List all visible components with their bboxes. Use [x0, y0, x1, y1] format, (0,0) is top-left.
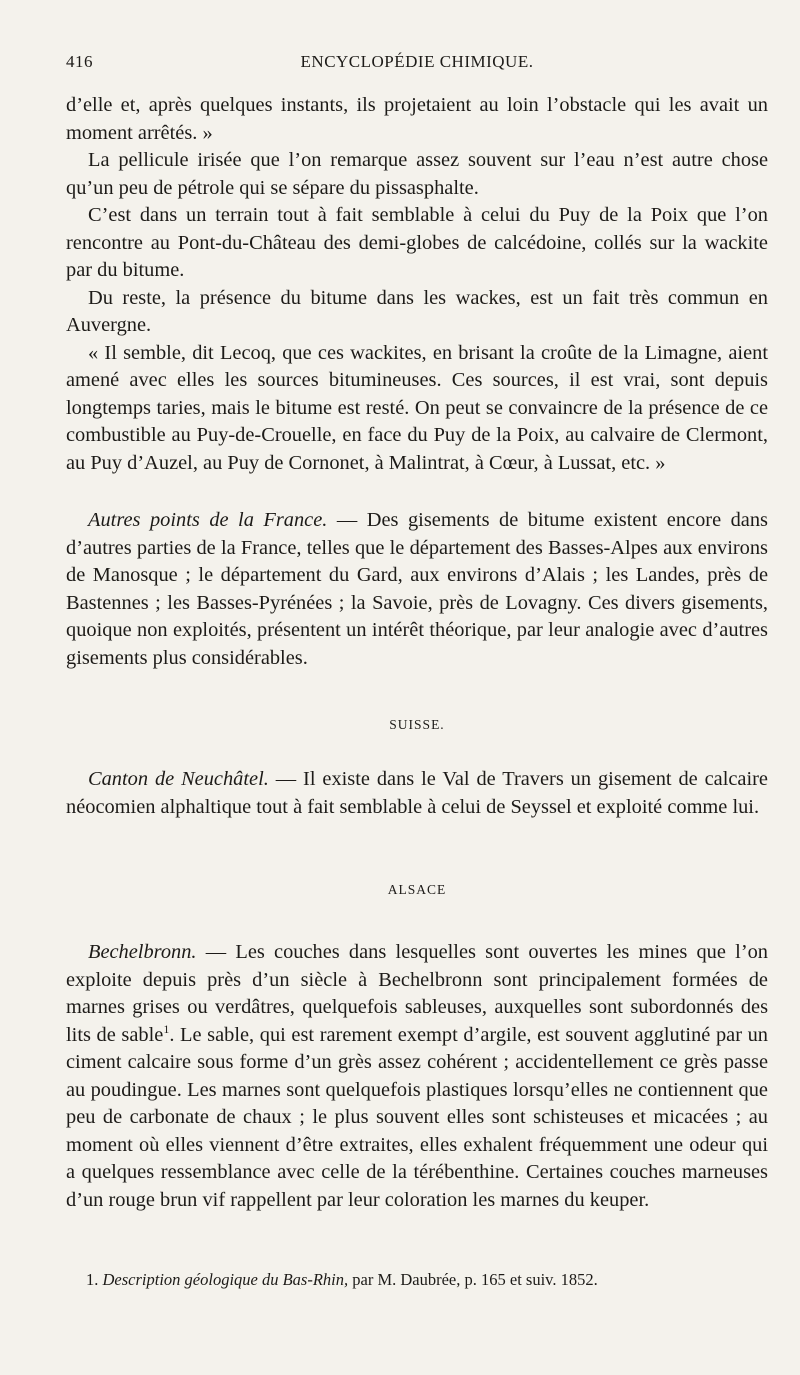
section-heading-alsace: ALSACE	[387, 882, 447, 897]
paragraph-wackes: Du reste, la présence du bitume dans les wackes, est un fait très commun en Auvergne.	[66, 286, 768, 336]
neuchatel-text: — Il existe dans le Val de Travers un gisement de calcaire néocomien alphaltique tout à fait semblable à celui de Seyssel et exploité comme lui.	[66, 768, 768, 818]
paragraph-calcedoine: C’est dans un terrain tout à fait semblable à celui du Puy de la Poix que l’on rencontre au Pont-du-Château des demi-globes de calcédoine, collés sur la wackite par du bitume.	[66, 204, 768, 281]
footnote-title: Description géologique du Bas-Rhin,	[102, 1270, 349, 1289]
neuchatel-lead: Canton de Neuchâtel.	[88, 768, 269, 790]
autres-lead: Autres points de la France.	[88, 509, 328, 531]
paragraph-pellicule: La pellicule irisée que l’on remarque assez souvent sur l’eau n’est autre chose qu’un peu de pétrole qui se sépare du pissasphalte.	[66, 149, 768, 199]
bechelbronn-lead: Bechelbronn.	[88, 941, 197, 963]
paragraph-neuchatel	[66, 766, 768, 821]
footnote	[86, 1270, 598, 1290]
page-number: 416	[66, 52, 93, 71]
section-heading-suisse: SUISSE.	[389, 717, 445, 732]
autres-text: — Des gisements de bitume existent encore dans d’autres parties de la France, telles que le département des Basses-Alpes aux environs de Manosque ; le département du Gard, aux environs d’Alais ; les Landes, près de Bastennes ; les Basses-Pyrénées ; la Savoie, près de Lovagny. Ces divers gisements, quoique non exploités, présentent un intérêt théorique, par leur analogie avec d’autres gisements plus considérables.	[66, 509, 768, 669]
footnote-number: 1.	[86, 1270, 99, 1289]
paragraph-lecoq-quote: « Il semble, dit Lecoq, que ces wackites, en brisant la croûte de la Limagne, aient amené avec elles les sources bitumineuses. Ces sources, il est vrai, sont depuis longtemps taries, mais le bitume est resté. On peut se convaincre de la présence de ce combustible au Puy-de-Crouelle, en face du Puy de la Poix, au calvaire de Clermont, au Puy d’Auzel, au Puy de Cornonet, à Malintrat, à Cœur, à Lussat, etc. »	[66, 341, 768, 474]
footnote-reference: 1	[163, 1021, 170, 1036]
paragraph-autres-points	[66, 507, 768, 672]
running-title: ENCYCLOPÉDIE CHIMIQUE.	[300, 52, 534, 71]
paragraph-continuation: d’elle et, après quelques instants, ils projetaient au loin l’obstacle qui les avait un moment arrêtés. »	[66, 94, 768, 144]
bechelbronn-text-a: — Les couches dans lesquelles sont ouvertes les mines que l’on exploite depuis près d’un siècle à Bechelbronn sont principalement formées de marnes grises ou verdâtres, quelquefois sableuses, auxquelles sont subordonnés des lits de sable	[66, 941, 768, 1046]
paragraph-bechelbronn	[66, 939, 768, 1214]
bechelbronn-text-b: . Le sable, qui est rarement exempt d’argile, est souvent agglutiné par un ciment calcaire sous forme d’un grès assez cohérent ; accidentellement ce grès passe au poudingue. Les marnes sont quelquefois plastiques lorsqu’elles ne contiennent que peu de carbonate de chaux ; le plus souvent elles sont schisteuses et micacées ; au moment où elles viennent d’être extraites, elles exhalent fréquemment une odeur qui a quelques ressemblance avec celle de la térébenthine. Certaines couches marneuses d’un rouge brun vif rappellent par leur coloration les marnes du keuper.	[66, 1023, 768, 1211]
running-header	[66, 52, 768, 72]
footnote-rest: par M. Daubrée, p. 165 et suiv. 1852.	[348, 1270, 598, 1289]
